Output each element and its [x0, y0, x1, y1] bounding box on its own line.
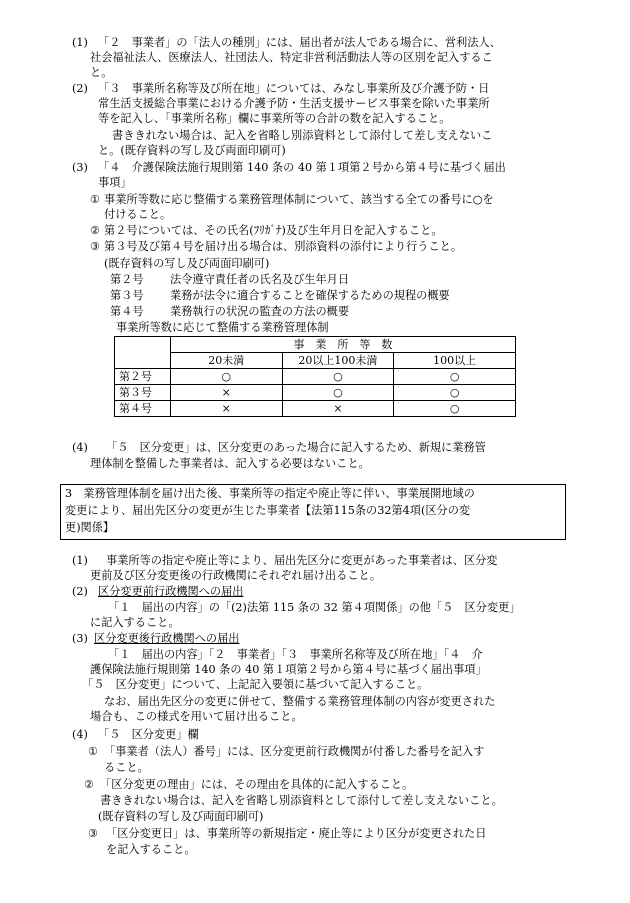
table-cell: ○: [170, 369, 282, 385]
item-marker: (1): [72, 554, 88, 567]
table-row-label: 第３号: [115, 385, 171, 401]
box-text-line: 3 業務管理体制を届け出た後、事業所等の指定や廃止等に伴い、事業展開地域の: [65, 487, 475, 500]
def-num: 第２号: [110, 273, 144, 286]
def-text: 法令遵守責任者の氏名及び生年月日: [170, 273, 350, 286]
item-text-line: 更前及び区分変更後の行政機関にそれぞれ届け出ること。: [90, 569, 381, 582]
item-text-line: 「１ 届出の内容」「２ 事業者」「３ 事業所名称等及び所在地」「４ 介: [108, 648, 483, 661]
item-text-line: 「４ 介護保険法施行規則第 140 条の 40 第１項第２号から第４号に基づく届出: [98, 161, 506, 174]
sub-marker: ②: [90, 224, 101, 237]
table-cell: ×: [282, 401, 394, 417]
sub-marker: ③: [90, 240, 101, 253]
sub-marker: ①: [90, 193, 101, 206]
note-text: (既存資料の写し及び両面印刷可): [104, 257, 270, 270]
item-text-line: 「１ 届出の内容」の「(2)法第 115 条の 32 第４項関係」の他「５ 区分変更」: [108, 601, 521, 614]
table-column-header: 100以上: [394, 353, 516, 369]
sub-text-line: を記入すること。: [106, 843, 196, 856]
def-text: 業務が法令に適合することを確保するための規程の概要: [170, 289, 450, 302]
sub-text-line: 付けること。: [104, 208, 172, 221]
sub-text-line: 書ききれない場合は、記入を省略し別添資料として添付して差し支えないこと。: [100, 794, 503, 807]
sub-text-line: 「事業者（法人）番号」には、区分変更前行政機関が付番した番号を記入す: [104, 745, 485, 758]
table-cell: ○: [394, 369, 516, 385]
sub-marker: ①: [88, 745, 99, 758]
table-cell: ○: [282, 369, 394, 385]
item-marker: (2): [72, 82, 88, 95]
item-text-line: 事項」: [98, 176, 132, 189]
box-text-line: 変更により、届出先区分の変更が生じた事業者【法第115条の32第4項(区分の変: [65, 504, 471, 517]
table-corner-cell: [115, 337, 171, 369]
def-num: 第３号: [110, 289, 144, 302]
item-heading: 区分変更後行政機関への届出: [94, 632, 240, 645]
sub-text-line: 第３号及び第４号を届け出る場合は、別添資料の添付により行うこと。: [104, 240, 463, 253]
table-cell: ○: [394, 401, 516, 417]
item-heading: 区分変更前行政機関への届出: [98, 585, 244, 598]
table-column-header: 20以上100未満: [282, 353, 394, 369]
sub-text-line: (既存資料の写し及び両面印刷可): [98, 810, 264, 823]
item-text-line: 「５ 区分変更」について、上記記入要領に基づいて記入すること。: [82, 678, 429, 691]
item-marker: (3): [72, 632, 88, 645]
table-cell: ×: [170, 385, 282, 401]
item-text-line: なお、届出先区分の変更に併せて、整備する業務管理体制の内容が変更された: [104, 695, 496, 708]
table-cell: ○: [282, 385, 394, 401]
table-cell: ×: [170, 401, 282, 417]
sub-marker: ②: [84, 778, 95, 791]
item-text-line: 「３ 事業所名称等及び所在地」については、みなし事業所及び介護予防・日: [98, 82, 490, 95]
item-marker: (4): [72, 728, 88, 741]
item-text-line: 等を記入し、「事業所名称」欄に事業所等の合計の数を記入すること。: [98, 112, 451, 125]
item-marker: (1): [72, 36, 88, 49]
table-caption: 事業所等数に応じて整備する業務管理体制: [116, 321, 329, 334]
table-group-header: 事 業 所 等 数: [170, 337, 515, 353]
table-row-label: 第２号: [115, 369, 171, 385]
sub-text-line: 事業所等数に応じ整備する業務管理体制について、該当する全ての番号に○を: [104, 193, 494, 206]
item-text-line: に記入すること。: [90, 616, 180, 629]
item-text-line: 護保険法施行規則第 140 条の 40 第１項第２号から第４号に基づく届出事項」: [90, 663, 487, 676]
item-text-line: 場合も、この様式を用いて届け出ること。: [90, 710, 303, 723]
def-text: 業務執行の状況の監査の方法の概要: [170, 305, 350, 318]
box-text-line: 更)関係】: [65, 521, 115, 534]
item-text-line: 「２ 事業者」の「法人の種別」には、届出者が法人である場合に、営利法人、: [98, 36, 501, 49]
item-text-line: と。(既存資料の写し及び両面印刷可): [98, 144, 286, 157]
table-row: [115, 369, 516, 385]
item-heading: 「５ 区分変更」欄: [98, 728, 199, 741]
item-text-line: 社会福祉法人、医療法人、社団法人、特定非営利活動法人等の区別を記入するこ: [90, 51, 493, 64]
sub-text-line: 第２号については、その氏名(ﾌﾘｶﾞﾅ)及び生年月日を記入すること。: [104, 224, 443, 237]
sub-marker: ③: [88, 827, 99, 840]
section-heading-box: [60, 484, 566, 540]
sub-text-line: 「区分変更の理由」には、その理由を具体的に記入すること。: [100, 778, 414, 791]
table-cell: ○: [394, 385, 516, 401]
table-header-row: [115, 337, 516, 353]
table-row: [115, 385, 516, 401]
sub-text-line: 「区分変更日」は、事業所等の新規指定・廃止等により区分が変更された日: [106, 827, 487, 840]
item-text-line: 常生活支援総合事業における介護予防・生活支援サービス事業を除いた事業所: [98, 97, 490, 110]
item-text-line: と。: [90, 66, 113, 79]
item-text-line: 「５ 区分変更」は、区分変更のあった場合に記入するため、新規に業務管: [106, 441, 486, 454]
item-text-line: 理体制を整備した事業者は、記入する必要はないこと。: [90, 457, 370, 470]
table-row: [115, 401, 516, 417]
def-num: 第４号: [110, 305, 144, 318]
item-marker: (4): [72, 441, 88, 454]
table-header-row: [115, 353, 516, 369]
table-row-label: 第４号: [115, 401, 171, 417]
item-text-line: 書ききれない場合は、記入を省略し別添資料として添付して差し支えないこ: [112, 129, 493, 142]
table-column-header: 20未満: [170, 353, 282, 369]
item-text-line: 事業所等の指定や廃止等により、届出先区分に変更があった事業者は、区分変: [106, 554, 498, 567]
structure-table: [114, 336, 516, 417]
sub-text-line: ること。: [104, 761, 149, 774]
item-marker: (2): [72, 585, 88, 598]
item-marker: (3): [72, 161, 88, 174]
